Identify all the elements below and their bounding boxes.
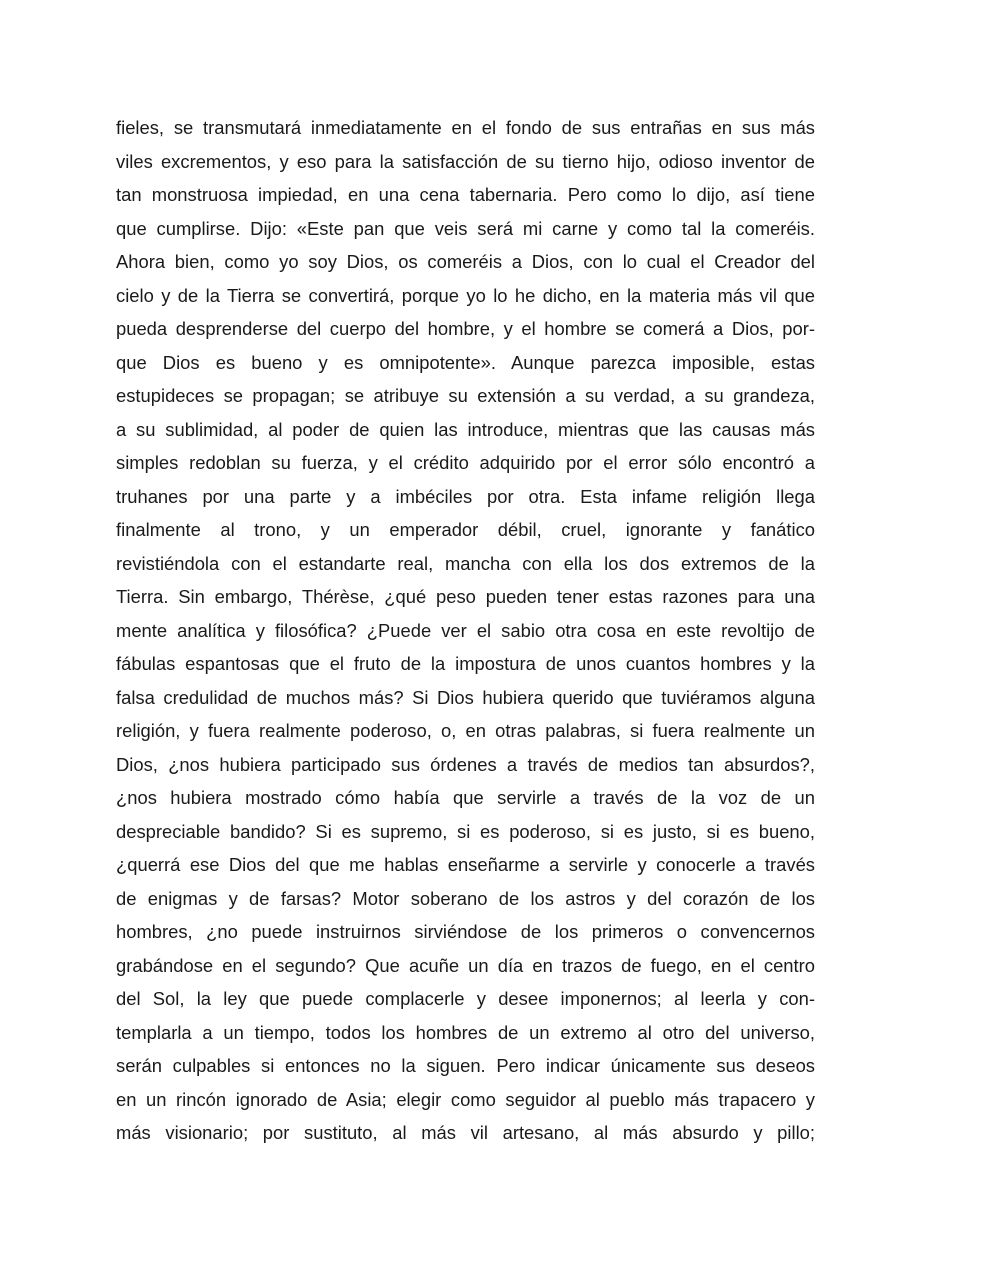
- text-line: revistiéndola con el estandarte real, mancha con ella los dos extremos de la: [116, 552, 815, 574]
- text-line: simples redoblan su fuerza, y el crédito adquirido por el error sólo encontró a: [116, 452, 815, 473]
- text-line: viles excrementos, y eso para la satisfacción de su tierno hijo, odioso inventor de: [116, 150, 815, 172]
- text-line: ¿nos hubiera mostrado cómo había que servirle a través de la voz de un: [116, 787, 815, 808]
- text-line: que Dios es bueno y es omnipotente». Aunque parezca imposible, estas: [116, 351, 815, 373]
- text-line: pueda desprenderse del cuerpo del hombre, y el hombre se comerá a Dios, por-: [116, 318, 815, 339]
- text-line: Ahora bien, como yo soy Dios, os comeréis a Dios, con lo cual el Creador del: [116, 251, 815, 272]
- text-line: hombres, ¿no puede instruirnos sirviéndose de los primeros o convencernos: [116, 921, 815, 942]
- text-line: Tierra. Sin embargo, Thérèse, ¿qué peso pueden tener estas razones para una: [116, 586, 815, 607]
- text-line: serán culpables si entonces no la siguen. Pero indicar únicamente sus deseos: [116, 1055, 815, 1076]
- text-line: grabándose en el segundo? Que acuñe un día en trazos de fuego, en el centro: [116, 954, 815, 976]
- text-line: tan monstruosa impiedad, en una cena tabernaria. Pero como lo dijo, así tiene: [116, 184, 815, 205]
- text-line: mente analítica y filosófica? ¿Puede ver el sabio otra cosa en este revoltijo de: [116, 619, 815, 641]
- text-line: despreciable bandido? Si es supremo, si es poderoso, si es justo, si es bueno,: [116, 820, 815, 842]
- text-line: en un rincón ignorado de Asia; elegir como seguidor al pueblo más trapacero y: [116, 1088, 815, 1110]
- text-line: fábulas espantosas que el fruto de la impostura de unos cuantos hombres y la: [116, 653, 815, 674]
- text-line: cielo y de la Tierra se convertirá, porque yo lo he dicho, en la materia más vil que: [116, 284, 815, 306]
- text-line: fieles, se transmutará inmediatamente en el fondo de sus entrañas en sus más: [116, 117, 815, 138]
- body-text: [116, 111, 815, 1150]
- text-line: que cumplirse. Dijo: «Este pan que veis será mi carne y como tal la comeréis.: [116, 217, 815, 239]
- text-line: truhanes por una parte y a imbéciles por otra. Esta infame religión llega: [116, 485, 815, 507]
- text-line: templarla a un tiempo, todos los hombres de un extremo al otro del universo,: [116, 1021, 815, 1043]
- text-line: estupideces se propagan; se atribuye su extensión a su verdad, a su grandeza,: [116, 385, 815, 406]
- text-line: a su sublimidad, al poder de quien las introduce, mientras que las causas más: [116, 418, 815, 440]
- text-line: de enigmas y de farsas? Motor soberano de los astros y del corazón de los: [116, 887, 815, 909]
- text-line: ¿querrá ese Dios del que me hablas enseñarme a servirle y conocerle a través: [116, 854, 815, 875]
- text-line: del Sol, la ley que puede complacerle y desee imponernos; al leerla y con-: [116, 988, 815, 1009]
- text-line: falsa credulidad de muchos más? Si Dios hubiera querido que tuviéramos alguna: [116, 686, 815, 708]
- text-line: finalmente al trono, y un emperador débil, cruel, ignorante y fanático: [116, 519, 815, 540]
- text-line: Dios, ¿nos hubiera participado sus órdenes a través de medios tan absurdos?,: [116, 753, 815, 775]
- text-line: más visionario; por sustituto, al más vil artesano, al más absurdo y pillo;: [116, 1122, 815, 1143]
- text-line: religión, y fuera realmente poderoso, o, en otras palabras, si fuera realmente un: [116, 720, 815, 741]
